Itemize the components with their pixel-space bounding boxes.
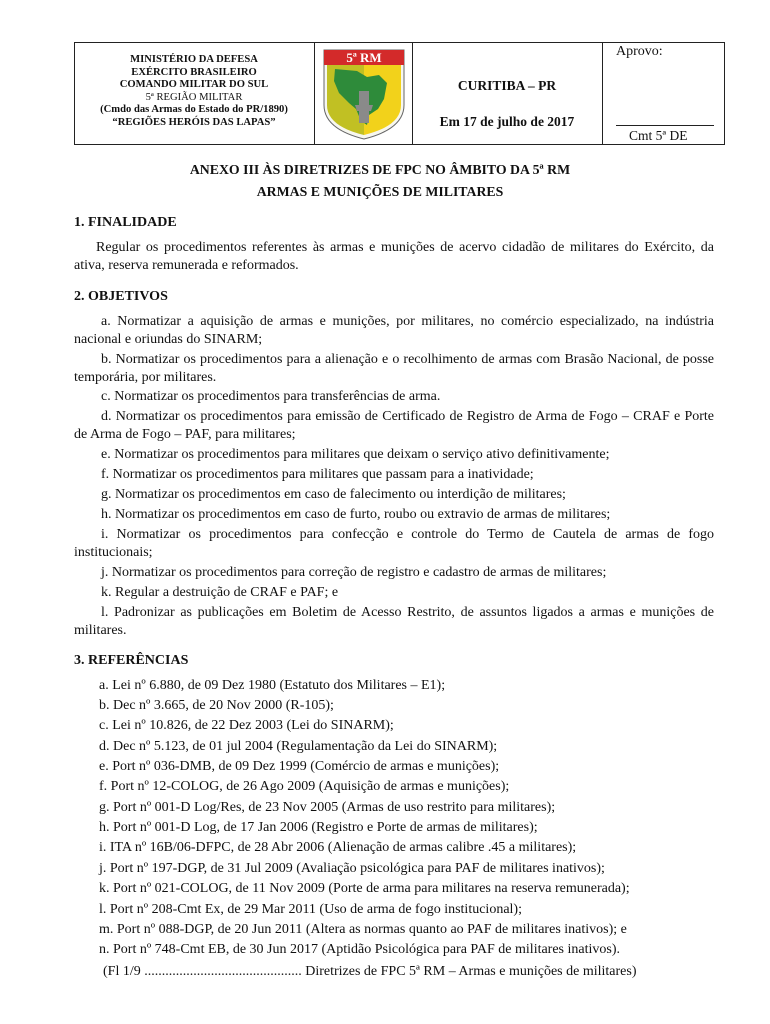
- reference-item: b. Dec nº 3.665, de 20 Nov 2000 (R-105);: [99, 698, 334, 713]
- section-heading-objetivos: 2. OBJETIVOS: [74, 289, 168, 304]
- approve-label: Aprovo:: [616, 44, 663, 59]
- reference-item: k. Port nº 021-COLOG, de 11 Nov 2009 (Porte de arma para militares na reserva remunerada);: [99, 881, 630, 896]
- objective-item: a. Normatizar a aquisição de armas e munições, por militares, no comércio especializado, na indústria nacional e oriundas do SINARM;: [74, 314, 714, 347]
- annex-subtitle: ARMAS E MUNIÇÕES DE MILITARES: [256, 184, 504, 199]
- objective-item: h. Normatizar os procedimentos em caso de furto, roubo ou extravio de armas de militares;: [101, 507, 611, 522]
- section-heading-referencias: 3. REFERÊNCIAS: [74, 653, 189, 668]
- reference-item: a. Lei nº 6.880, de 09 Dez 1980 (Estatuto dos Militares – E1);: [99, 678, 446, 693]
- reference-item: f. Port nº 12-COLOG, de 26 Ago 2009 (Aquisição de armas e munições);: [99, 779, 510, 794]
- header-divider: [314, 43, 315, 144]
- header-box: [74, 42, 725, 145]
- objective-item: l. Padronizar as publicações em Boletim de Acesso Restrito, de assuntos ligados a armas e munições de militares.: [74, 605, 714, 638]
- reference-item: i. ITA nº 16B/06-DFPC, de 28 Abr 2006 (Alienação de armas calibre .45 a militares);: [99, 840, 577, 855]
- objective-item: k. Regular a destruição de CRAF e PAF; e: [101, 585, 339, 600]
- section-heading-finalidade: 1. FINALIDADE: [74, 215, 177, 230]
- objective-item: b. Normatizar os procedimentos para a alienação e o recolhimento de armas com Brasão Nacional, de posse temporária, por militares.: [74, 352, 714, 385]
- signature-line: [616, 125, 714, 126]
- finalidade-text: Regular os procedimentos referentes às armas e munições de acervo cidadão de militares do Exército, da ativa, reserva remunerada e reformados.: [74, 240, 714, 273]
- org-line: 5ª REGIÃO MILITAR: [145, 91, 243, 103]
- org-line: EXÉRCITO BRASILEIRO: [131, 66, 257, 78]
- military-region-emblem: [321, 47, 407, 141]
- objective-item: i. Normatizar os procedimentos para confecção e controle do Termo de Cautela de armas de fogo institucionais;: [74, 527, 714, 560]
- org-line: “REGIÕES HERÓIS DAS LAPAS”: [112, 116, 276, 128]
- annex-title: ANEXO III ÀS DIRETRIZES DE FPC NO ÂMBITO DA 5ª RM: [189, 162, 571, 177]
- emblem-label: 5ª RM: [346, 50, 382, 65]
- city-date-block: [413, 68, 601, 140]
- reference-item: g. Port nº 001-D Log/Res, de 23 Nov 2005 (Armas de uso restrito para militares);: [99, 800, 556, 815]
- reference-item: m. Port nº 088-DGP, de 20 Jun 2011 (Altera as normas quanto ao PAF de militares inativos); e: [99, 922, 627, 937]
- objective-item: g. Normatizar os procedimentos em caso de falecimento ou interdição de militares;: [101, 487, 566, 502]
- reference-item: n. Port nº 748-Cmt EB, de 30 Jun 2017 (Aptidão Psicológica para PAF de militares inativos).: [99, 942, 621, 957]
- reference-item: l. Port nº 208-Cmt Ex, de 29 Mar 2011 (Uso de arma de fogo institucional);: [99, 902, 522, 917]
- approver: Cmt 5ª DE: [629, 128, 688, 143]
- objective-item: d. Normatizar os procedimentos para emissão de Certificado de Registro de Arma de Fogo – CRAF e Porte de Arma de Fogo – PAF, para militares;: [74, 409, 714, 442]
- org-line: MINISTÉRIO DA DEFESA: [130, 54, 258, 65]
- objective-item: e. Normatizar os procedimentos para militares que deixam o serviço ativo definitivamente;: [101, 447, 610, 462]
- objective-item: j. Normatizar os procedimentos para correção de registro e cadastro de armas de militares;: [101, 565, 607, 580]
- reference-item: e. Port nº 036-DMB, de 09 Dez 1999 (Comércio de armas e munições);: [99, 759, 500, 774]
- document-date: Em 17 de julho de 2017: [439, 114, 575, 129]
- reference-item: d. Dec nº 5.123, de 01 jul 2004 (Regulamentação da Lei do SINARM);: [99, 739, 498, 754]
- reference-item: c. Lei nº 10.826, de 22 Dez 2003 (Lei do SINARM);: [99, 718, 394, 733]
- header-divider: [602, 43, 603, 144]
- organization-block: [75, 54, 313, 130]
- page-footer: (Fl 1/9 ............................................. Diretrizes de FPC 5ª RM – Armas e munições de militares): [103, 964, 637, 979]
- org-line: COMANDO MILITAR DO SUL: [119, 79, 269, 91]
- objective-item: f. Normatizar os procedimentos para militares que passam para a inatividade;: [101, 467, 534, 482]
- org-line: (Cmdo das Armas do Estado do PR/1890): [100, 104, 288, 116]
- city: CURITIBA – PR: [457, 78, 557, 93]
- reference-item: j. Port nº 197-DGP, de 31 Jul 2009 (Avaliação psicológica para PAF de militares inativos);: [99, 861, 605, 876]
- objective-item: c. Normatizar os procedimentos para transferências de arma.: [101, 389, 441, 404]
- reference-item: h. Port nº 001-D Log, de 17 Jan 2006 (Registro e Porte de armas de militares);: [99, 820, 538, 835]
